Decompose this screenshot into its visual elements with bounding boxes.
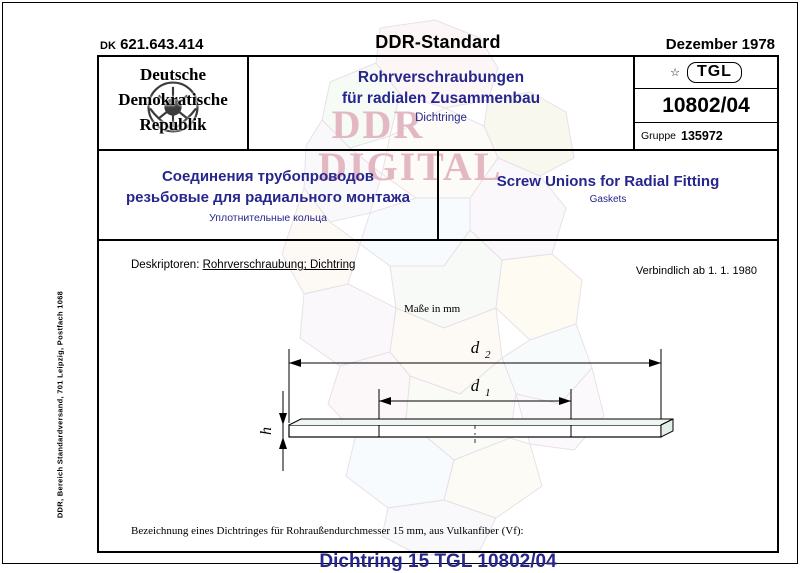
- tgl-gruppe-row: [635, 123, 777, 148]
- dk-number: 621.643.414: [120, 36, 204, 53]
- tgl-number: 10802/04: [635, 89, 777, 123]
- svg-text:d: d: [470, 338, 480, 357]
- designation-title: Dichtring 15 TGL 10802/04: [319, 551, 557, 572]
- svg-text:1: 1: [485, 387, 491, 399]
- russian-title-line-2: резьбовые для радиального монтажа: [125, 189, 411, 206]
- emblem-line-2: Demokratische: [118, 90, 228, 109]
- german-title-line-3: Dichtringe: [415, 112, 467, 124]
- gasket-technical-drawing: [258, 331, 699, 491]
- tgl-cell: [635, 57, 777, 149]
- title-block-row-2: [99, 151, 777, 241]
- star-icon: ☆: [670, 67, 680, 79]
- german-title-cell: [249, 57, 635, 149]
- emblem-line-3: Republik: [139, 115, 207, 134]
- svg-text:d: d: [470, 376, 480, 395]
- spine-publisher-text: DDR, Bereich Standardversand, 701 Leipzig, Postfach 1068: [55, 290, 65, 519]
- descriptors-value: Rohrverschraubung; Dichtring: [202, 259, 356, 271]
- russian-title-cell: [99, 151, 439, 239]
- bottom-title-clip: [99, 551, 777, 572]
- english-title-line-1: Screw Unions for Radial Fitting: [496, 173, 720, 190]
- emblem-text: [99, 57, 247, 137]
- descriptors-label: Deskriptoren:: [131, 259, 200, 271]
- russian-title-line-3: Уплотнительные кольца: [209, 212, 327, 224]
- svg-text:h: h: [258, 427, 275, 435]
- tgl-badge-row: [635, 57, 777, 89]
- designation-text: Bezeichnung eines Dichtringes für Rohraußendurchmesser 15 mm, aus Vulkanfiber (Vf):: [131, 525, 524, 537]
- ddr-digital-watermark: DDR DIGITAL: [318, 102, 503, 189]
- document-header-row: [97, 25, 779, 53]
- dk-prefix: DK: [100, 40, 116, 52]
- designation-example: [131, 525, 524, 537]
- page-title: DDR-Standard: [375, 32, 501, 52]
- standard-document: [97, 25, 779, 572]
- svg-text:2: 2: [485, 349, 491, 361]
- emblem-line-1: Deutsche: [139, 65, 207, 84]
- units-note: Maße in mm: [404, 303, 461, 315]
- english-title-line-2: Gaskets: [589, 194, 627, 205]
- publication-date: Dezember 1978: [665, 36, 775, 53]
- russian-title-line-1: Соединения трубопроводов: [161, 168, 375, 185]
- content-area: [99, 241, 777, 572]
- title-block-table: [97, 55, 779, 572]
- german-title-line-2: für radialen Zusammenbau: [341, 90, 541, 107]
- tgl-badge: TGL: [687, 62, 742, 83]
- gruppe-value: 135972: [681, 128, 723, 143]
- english-title-cell: [439, 151, 777, 239]
- gruppe-label: Gruppe: [641, 129, 677, 142]
- descriptors: [131, 259, 355, 271]
- effective-date: Verbindlich ab 1. 1. 1980: [635, 265, 757, 277]
- emblem-cell: [99, 57, 249, 149]
- title-block-row-1: [99, 57, 777, 151]
- german-title-line-1: Rohrverschraubungen: [357, 69, 525, 86]
